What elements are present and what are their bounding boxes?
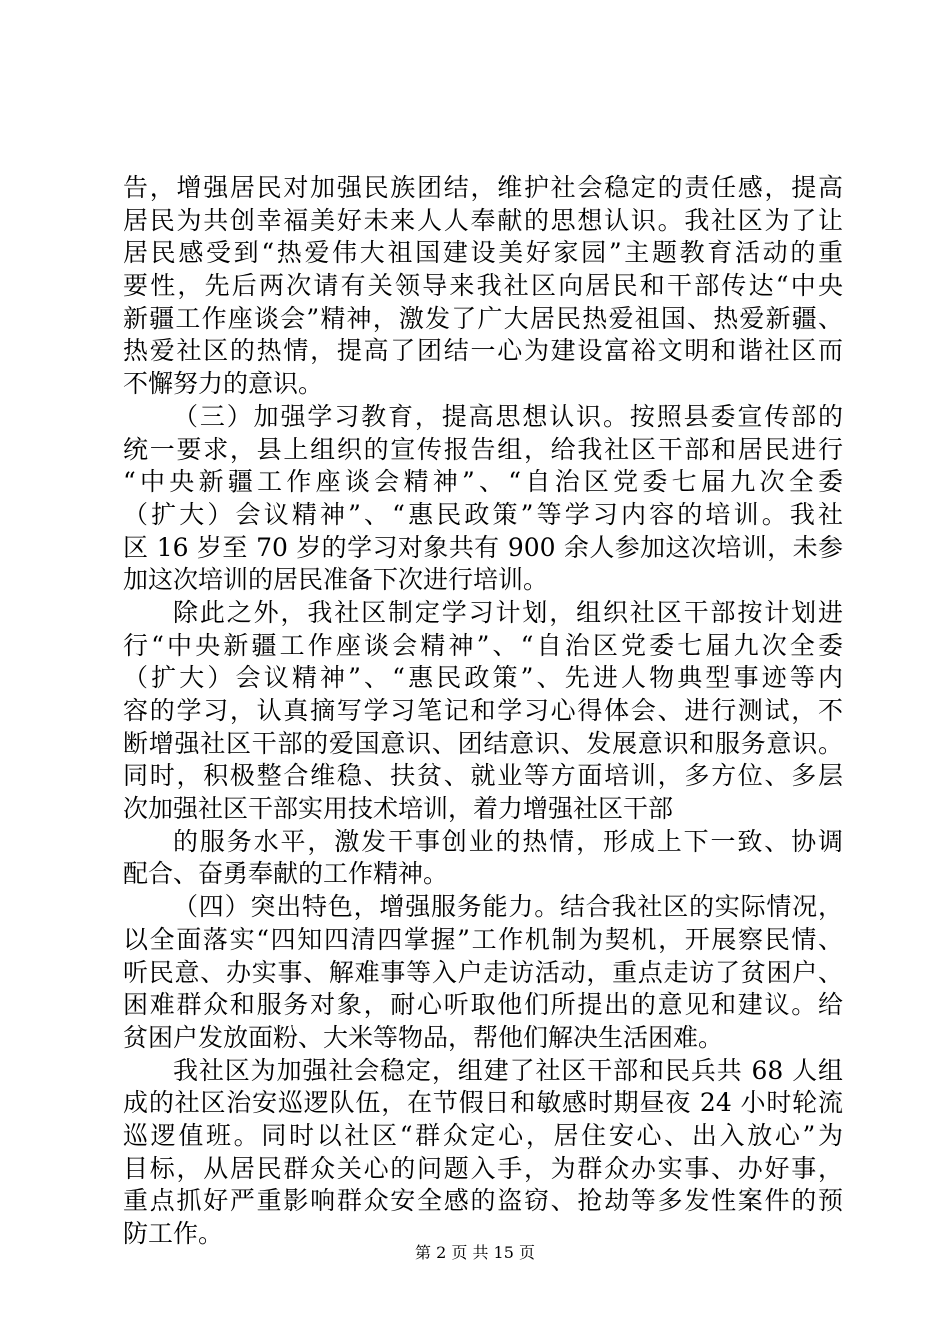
- text-line: 加这次培训的居民准备下次进行培训。: [123, 565, 549, 595]
- text-line: 断增强社区干部的爱国意识、团结意识、发展意识和服务意识。: [123, 728, 843, 758]
- text-line: 不懈努力的意识。: [123, 369, 324, 399]
- text-line: 居民为共创幸福美好未来人人奉献的思想认识。我社区为了让: [123, 205, 843, 235]
- text-line: 我社区为加强社会稳定，组建了社区干部和民兵共 68 人组: [173, 1055, 843, 1085]
- text-line: 听民意、办实事、解难事等入户走访活动，重点走访了贫困户、: [123, 957, 843, 987]
- page-number-footer: 第 2 页 共 15 页: [415, 1243, 535, 1262]
- text-line: （三）加强学习教育，提高思想认识。按照县委宣传部的: [173, 401, 843, 431]
- text-line: 告，增强居民对加强民族团结，维护社会稳定的责任感，提高: [123, 173, 843, 202]
- text-line: 除此之外，我社区制定学习计划，组织社区干部按计划进: [173, 597, 843, 627]
- text-line: 以全面落实“四知四清四掌握”工作机制为契机，开展察民情、: [123, 924, 843, 954]
- text-line: 困难群众和服务对象，耐心听取他们所提出的意见和建议。给: [123, 990, 843, 1020]
- text-line: 新疆工作座谈会”精神，激发了广大居民热爱祖国、热爱新疆、: [123, 303, 843, 333]
- text-line: 配合、奋勇奉献的工作精神。: [123, 859, 449, 889]
- text-line: 容的学习，认真摘写学习笔记和学习心得体会、进行测试，不: [123, 696, 843, 725]
- text-line: 热爱社区的热情，提高了团结一心为建设富裕文明和谐社区而: [123, 336, 843, 366]
- text-line: （四）突出特色，增强服务能力。结合我社区的实际情况，: [173, 892, 843, 922]
- text-line: 巡逻值班。同时以社区“群众定心，居住安心、出入放心”为: [123, 1120, 843, 1150]
- text-line: 行“中央新疆工作座谈会精神”、“自治区党委七届九次全委: [123, 630, 843, 660]
- text-line: 区 16 岁至 70 岁的学习对象共有 900 余人参加这次培训，未参: [123, 532, 843, 562]
- text-line: 贫困户发放面粉、大米等物品，帮他们解决生活困难。: [123, 1022, 724, 1052]
- text-line: 同时，积极整合维稳、扶贫、就业等方面培训，多方位、多层: [123, 761, 843, 791]
- text-line: 目标，从居民群众关心的问题入手，为群众办实事、办好事，: [123, 1153, 843, 1183]
- text-line: 重点抓好严重影响群众安全感的盗窃、抢劫等多发性案件的预: [123, 1186, 843, 1216]
- body-text: [123, 172, 843, 1251]
- text-line: 的服务水平，激发干事创业的热情，形成上下一致、协调: [173, 826, 843, 856]
- text-line: 成的社区治安巡逻队伍，在节假日和敏感时期昼夜 24 小时轮流: [123, 1088, 843, 1118]
- text-line: 防工作。: [123, 1219, 224, 1248]
- text-line: 要性，先后两次请有关领导来我社区向居民和干部传达“中央: [123, 271, 843, 301]
- text-line: 次加强社区干部实用技术培训，着力增强社区干部: [123, 794, 674, 824]
- text-line: “中央新疆工作座谈会精神”、“自治区党委七届九次全委: [123, 467, 843, 497]
- text-line: 居民感受到“热爱伟大祖国建设美好家园”主题教育活动的重: [123, 238, 843, 268]
- text-line: （扩大）会议精神”、“惠民政策”等学习内容的培训。我社: [123, 499, 843, 529]
- text-line: （扩大）会议精神”、“惠民政策”、先进人物典型事迹等内: [123, 663, 843, 693]
- text-line: 统一要求，县上组织的宣传报告组，给我社区干部和居民进行: [123, 434, 843, 464]
